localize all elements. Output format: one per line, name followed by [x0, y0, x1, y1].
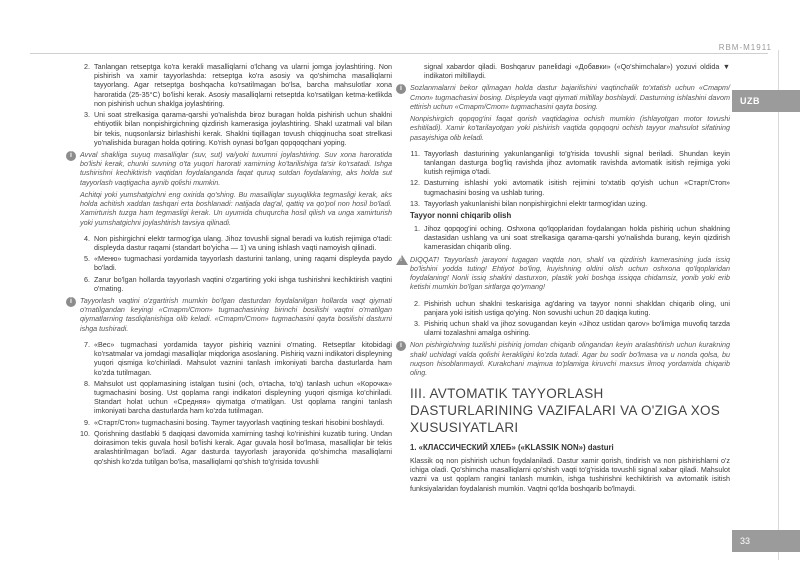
list-item-continued: signal xabardor qiladi. Boshqaruv panelidagi «Добавки» («Qo'shimchalar») yozuvi oldida ▼ indikatori miltillaydi. — [424, 62, 730, 81]
list-item: 11. Tayyorlash dasturining yakunlanganligi to'g'risida tovushli signal beriladi. Shundan keyin tanlangan dasturga bog'liq ravishda jihoz avtomatik ravishda avtomatik isitish rejimiga yoki kutish rejimiga o'tadi. — [410, 148, 730, 177]
model-number: RBM-M1911 — [718, 43, 772, 52]
list-item: 5. «Меню» tugmachasi yordamida tayyorlash dasturini tanlang, uning raqami displeyda paydo bo'ladi. — [84, 254, 392, 273]
left-column — [70, 62, 392, 468]
list-item: 12. Dasturning ishlashi yoki avtomatik isitish rejimini to'xtatib qo'yish uchun «Старт/Стоп» tugmachasini bosing va ushlab turing. — [410, 178, 730, 197]
list-item: 6. Zarur bo'lgan hollarda tayyorlash vaqtini o'zgartiring yoki ishga tushirishni kechiktirish vaqtini o'rnating. — [84, 274, 392, 293]
list-item: 2. Tanlangan retseptga ko'ra kerakli masalliqlarni o'lchang va ularni jomga joylashtiring. Non pishirish va xamir tayyorlashda: retseptga ko'ra asosiy va qo'shimcha masalliqlarni tayyorlang. Agar retseptga boshqacha ko'rsatilmagan bo'lsa, barcha mahsulotlar xona haroratida (25-35°C) bo'lishi kerak. Asosiy masalliqlarni retseptda ko'rsatilgan ketma-ketlikda non pishirish uchun shaklga joylashtiring. — [84, 62, 392, 108]
note-block: i Sozlanmalarni bekor qilmagan holda dastur bajarilishini vaqtinchalik to'xtatish uchun «Старт/Стоп» tugmachasini bosing. Displeyda vaqt qiymati miltillay boshlaydi. Dasturning ishlashini davom ettirish uchun «Старт/Стоп» tugmachasini qayta bosing. Nonpishirgich qopqog'ini faqat qorish vaqtidagina ochish mumkin (ishlayotgan motor tovushi eshitiladi). Xamir ko'tarilayotgan yoki pishirish vaqtida qopqoqni ochish tayyor mahsulot sifatining pasayishiga olib keladi. — [410, 83, 730, 144]
list-item: 8. Mahsulot ust qoplamasining istalgan tusini (och, o'rtacha, to'q) tanlash uchun «Корочка» tugmachasini bosing. Ust qoplama rangi indikatori displeyning yuqori qismiga ko'chiriladi. Standart holat uchun «Средняя» qiymatga o'rnatilgan. Ust qoplama rangini tanlash imkoniyati barcha dasturlarda ham ko'zda tutilmagan. — [84, 378, 392, 416]
header-divider — [30, 53, 768, 54]
info-icon: i — [396, 84, 406, 94]
section-title: III. AVTOMATIK TAYYORLASH DASTURLARINING VAZIFALARI VA O'ZIGA XOS XUSUSIYATLARI — [410, 386, 721, 436]
list-item: 3. Uni soat strelkasiga qarama-qarshi yo'nalishda biroz buragan holda pishirish uchun shaklni ehtiyotlik bilan nonpishirgichning qizdirish kamerasiga joylashtiring. Shakl uzatmali val bilan bir tekis, nuqsonlarsiz birlashishi kerak. Shaklni tiqillagan tovush chiqqinucha soat strelkasi yo'nalishida buragan holda qotiring. Ko'rish oynasi bo'lgan qopqoqchani yoping. — [84, 110, 392, 147]
info-icon: i — [66, 297, 76, 307]
page-number: 33 — [732, 530, 800, 552]
list-item: 10. Qorishning dastlabki 5 daqiqasi davomida xamirning tashqi ko'rinishini kuzatib turing. Undan doirasimon tekis guvala hosil bo'lishi kerak. Agar guvala hosil bo'lmasa, masalliqlar bir tekis aralashtirilmagan bo'ladi. Agar dasturda tayyorlash jarayonida qo'shimcha masalliqlarni qo'shish ko'zda tutilgan bo'lsa, masalliqlarni qo'shish to'g'risida tovushli — [80, 428, 392, 466]
info-icon: i — [396, 341, 406, 351]
list-item: 7. «Вес» tugmachasi yordamida tayyor pishiriq vaznini o'rnating. Retseptlar kitobidagi ko'rsatmalar va jomdagi masalliqlar miqdoriga asoslaning. Pishiriq vazni indikatori displeyning yuqori qismiga ko'chiriladi. Mahsulot vaznini tanlash imkoniyati barcha dasturlarda ham ko'zda tutilmagan. — [84, 339, 392, 377]
info-icon: i — [66, 151, 76, 161]
language-tab: UZB — [732, 90, 800, 112]
warning-block: ! DIQQAT! Tayyorlash jarayoni tugagan vaqtda non, shakl va qizdirish kamerasining juda issiq bo'lishini yodda tuting! Ehtiyot bo'ling, kuyishning oldini olish uchun oshxona qo'lqoplaridan foydalaning! Nonli issiq shaklni dasturxon, plastik yoki boshqa issiqqa chidamsiz, yonib yoki erib ketishi mumkin bo'lgan sirtlarga qo'ymang! — [410, 255, 730, 295]
list-item: 9. «Старт/Стоп» tugmachasini bosing. Taymer tayyorlash vaqtining teskari hisobini boshlaydi. — [84, 417, 385, 427]
list-item: 3. Pishiriq uchun shakl va jihoz sovugandan keyin «Jihoz ustidan qarov» bo'limiga muvofiq tarzda ularni tozalashni amalga oshiring. — [414, 319, 730, 338]
right-column — [400, 62, 730, 493]
note-block: i Avval shakliga suyuq masalliqlar (suv, sut) va/yoki tuxumni joylashtiring. Suv xona haroratida bo'lishi kerak, chunki suvning o'ta yuqori harorati xamirning ko'tarilishiga ta'sir ko'rsatadi. Ishga tushirishni kechiktirish vaqtidan foydalanganda faqat quruq sutdan foydalaning, aks holda sut tayyorlash vaqtigacha aynib qolishi mumkin. Achitqi yoki yumshatgichni eng oxirida qo'shing. Bu masalliqlar suyuqlikka tegmasligi kerak, aks holda achitish xaddan tashqari erta boshlanadi: natijada dag'al, qattiq va qo'pol non hosil bo'ladi. Xamirturish tuzga ham tegmasligi kerak. Un uyumida chuqurcha hosil qilish va unga xamirturish yoki yumshatgichni joylashtirish tavsiya qilinadi. — [80, 150, 392, 230]
subsection-heading: Tayyor nonni chiqarib olish — [410, 211, 512, 221]
note-block: i Tayyorlash vaqtini o'zgartirish mumkin bo'lgan dasturdan foydalanilgan hollarda vaqt qiymati o'rnatilgandan keyingi «Старт/Стоп» tugmachasining birinchi bosilishi vaqtni o'rnatilgan qiymatlarning tasdiqlanishiga olib keladi. «Старт/Стоп» tugmachasini qayta bosilishi dasturni ishga tushiradi. — [80, 296, 392, 336]
list-item: 13. Tayyorlash yakunlanishi bilan nonpishirgichni elektr tarmog'idan uzing. — [410, 198, 648, 208]
subsection-heading: 1. «КЛАССИЧЕСКИЙ ХЛЕБ» («KLASSIK NON») dasturi — [410, 442, 614, 452]
list-item: 4. Non pishirgichni elektr tarmog'iga ulang. Jihoz tovushli signal beradi va kutish rejimiga o'tadi: displeyda dastur raqami (standart bo'yicha — 1) va uning ishlash vaqti namoyish qilinadi. — [84, 233, 392, 252]
page-edge-strip — [778, 50, 800, 560]
warning-icon: ! — [396, 255, 408, 265]
list-item: 1. Jihoz qopqog'ini oching. Oshxona qo'lqoplaridan foydalangan holda pishiriq uchun shaklning dastasidan ushlang va uni soat strelkasiga qarama-qarshi yo'nalishda burang, keyin qizdirish kamerasidan chiqarib oling. — [414, 224, 730, 252]
list-item: 2. Pishirish uchun shaklni teskarisiga ag'daring va tayyor nonni shakldan chiqarib oling, uni panjara yoki isitish ustiga qo'ying. Non sovushi uchun 20 daqiqa kuting. — [414, 298, 730, 317]
paragraph: Klassik oq non pishirish uchun foydalaniladi. Dastur xamir qorish, tindirish va non pishirishlarni o'z ichiga oladi. Qo'shimcha masalliqlarni qo'shish vaqti to'g'risida tovushli signal xabar qiladi. Mahsulot vazni va ust qoplam rangini tanlash mumkin, ishga tushirishni kechiktirish va avtomatik isitish funksiyalaridan foydalanish mumkin. Vaqtni qo'lda boshqarib bo'lmaydi. — [410, 455, 730, 493]
note-block: i Non pishirgichning tuzilishi pishiriq jomdan chiqarib olingandan keyin aralashtirish uchun kurakning shakl uchidagi valda qolishi kerakligini ko'zda tutadi. Agar bu sodir bo'lmasa va u nonda qolsa, bu nuqson hisoblanmaydi. Kurakchani majmua to'plamiga kiruvchi maxsus ilmoq yordamida chiqarib oling. — [410, 340, 730, 380]
